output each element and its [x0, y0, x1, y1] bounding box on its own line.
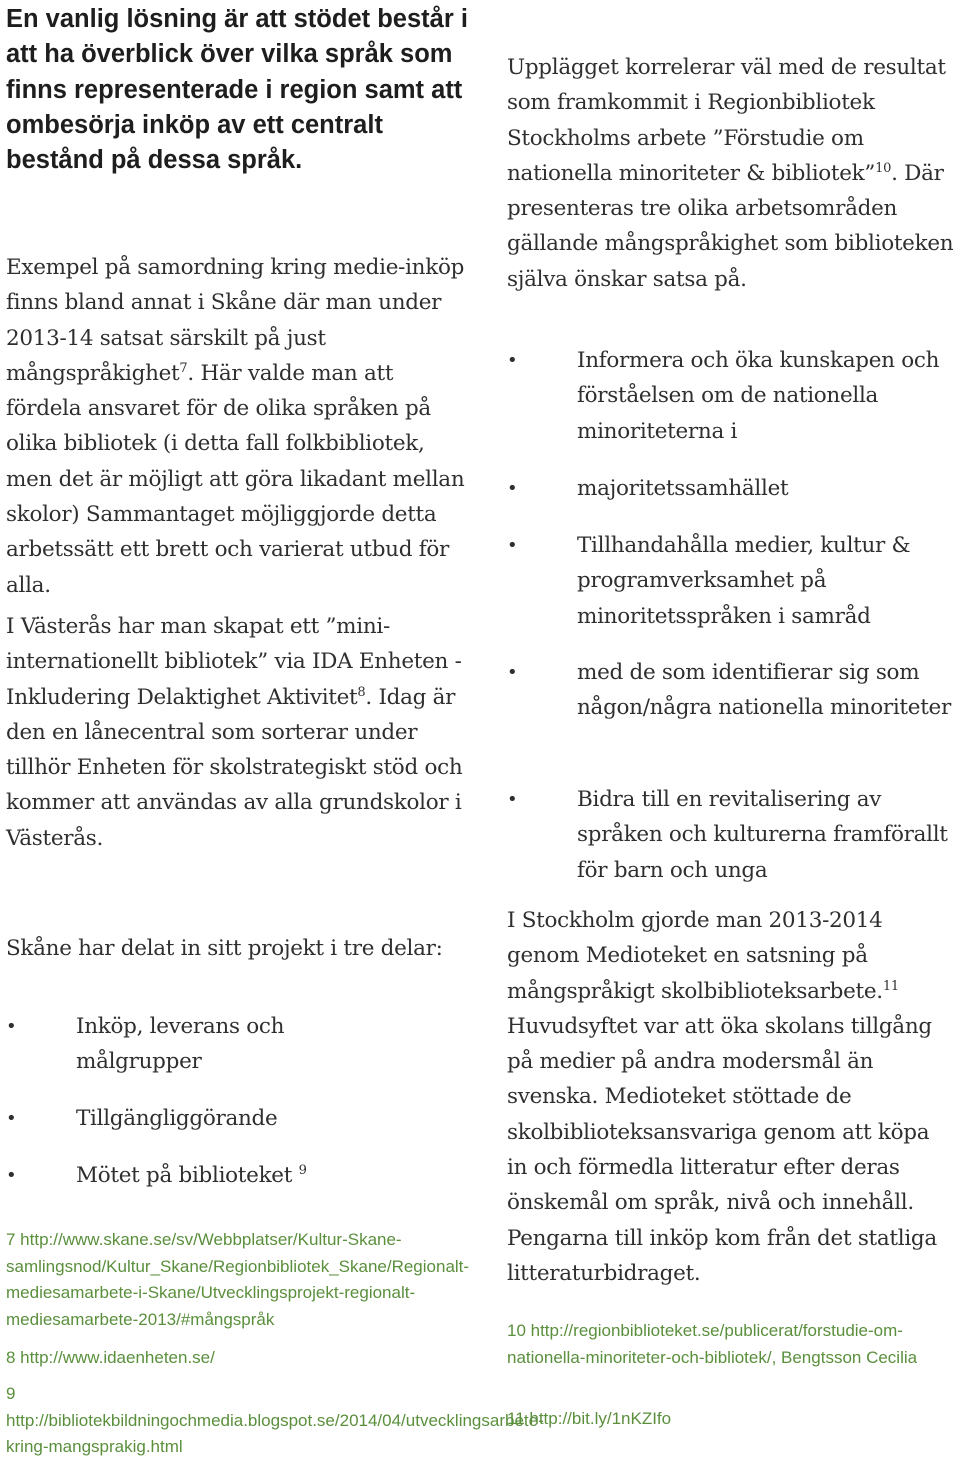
paragraph-upplagget: Upplägget korrelerar väl med de resultat som framkommit i Regionbibliotek Stockholms arbete ”Förstudie om nationella minoriteter & bibliotek”$^{10}$. Där presenteras tre olika arbetsområden gällande mångspråkighet som biblioteken själva önskar satsa på.	[507, 55, 954, 292]
list-item: • Tillgängliggörande	[6, 1101, 406, 1158]
list-item: • Inköp, leverans och målgrupper	[6, 1009, 406, 1101]
lead-paragraph: En vanlig lösning är att stödet består i att ha överblick över vilka språk som finns representerade i region samt att ombesörja inköp av ett centralt bestånd på dessa språk.	[6, 5, 468, 175]
list-item: • Tillhandahålla medier, kultur & programverksamhet på minoritetsspråken i samråd	[507, 528, 957, 655]
left-bullet-list	[6, 1009, 406, 1193]
footnote-9[interactable]: 9 http://bibliotekbildningochmedia.blogspot.se/2014/04/utvecklingsarbete-kring-mangsprakig.html	[6, 1384, 544, 1456]
footnote-ref-11: 11	[882, 978, 899, 994]
list-item: • Bidra till en revitalisering av språken och kulturerna framförallt för barn och unga	[507, 782, 957, 888]
footnote-ref-8: 8	[357, 684, 366, 700]
bullet-icon: •	[507, 478, 518, 499]
bullet-icon: •	[507, 350, 518, 371]
footnote-ref-9: 9	[298, 1162, 307, 1178]
paragraph-stockholm: I Stockholm gjorde man 2013-2014 genom Medioteket en satsning på mångspråkigt skolbiblioteksarbete.$^{11}$ Huvudsyftet var att öka skolans tillgång på medier på andra modersmål än svenska. Medioteket stöttade de skolbiblioteksansvariga genom att köpa in och förmedla litteratur efter deras önskemål om språk, nivå och innehåll. Pengarna till inköp kom från det statliga litteraturbidraget.	[507, 908, 937, 1286]
right-bullet-list	[507, 343, 957, 888]
footnote-11[interactable]: 11 http://bit.ly/1nKZIfo	[507, 1409, 672, 1428]
bullet-icon: •	[6, 1165, 17, 1186]
footnote-ref-10: 10	[875, 160, 892, 176]
footnote-8[interactable]: 8 http://www.idaenheten.se/	[6, 1348, 215, 1367]
paragraph-skane: Exempel på samordning kring medie-inköp finns bland annat i Skåne där man under 2013-14 satsat särskilt på just mångspråkighet$^7$. Här valde man att fördela ansvaret för de olika språken på olika bibliotek (i detta fall folkbibliotek, men det är möjligt att göra likadant mellan skolor) Sammantaget möjliggjorde detta arbetssätt ett brett och varierat utbud för alla.	[6, 255, 465, 598]
bullet-icon: •	[6, 1016, 17, 1037]
bullet-icon: •	[507, 535, 518, 556]
footnote-10[interactable]: 10 http://regionbiblioteket.se/publicerat/forstudie-om-nationella-minoriteter-och-bibliotek/, Bengtsson Cecilia	[507, 1321, 918, 1367]
footnote-7[interactable]: 7 http://www.skane.se/sv/Webbplatser/Kultur-Skane-samlingsnod/Kultur_Skane/Regionbibliotek_Skane/Regionalt-mediesamarbete-i-Skane/Utvecklingsprojekt-regionalt-mediesamarbete-2013/#mångspråk	[6, 1230, 470, 1329]
list-item: • majoritetssamhället	[507, 471, 957, 528]
list-item: • Mötet på biblioteket $^9$	[6, 1158, 406, 1193]
bullet-icon: •	[6, 1108, 17, 1129]
list-item: • Informera och öka kunskapen och förståelsen om de nationella minoriteterna i	[507, 343, 957, 471]
paragraph-vasteras: I Västerås har man skapat ett ”mini-internationellt bibliotek” via IDA Enheten - Inkludering Delaktighet Aktivitet$^8$. Idag är den en lånecentral som sorterar under tillhör Enheten för skolstrategiskt stöd och kommer att användas av alla grundskolor i Västerås.	[6, 614, 463, 851]
list-item: • med de som identifierar sig som någon/några nationella minoriteter	[507, 655, 957, 782]
bullet-icon: •	[507, 662, 518, 683]
footnote-ref-7: 7	[179, 360, 188, 376]
bullet-icon: •	[507, 789, 518, 810]
paragraph-skane-delar: Skåne har delat in sitt projekt i tre delar:	[6, 936, 443, 961]
